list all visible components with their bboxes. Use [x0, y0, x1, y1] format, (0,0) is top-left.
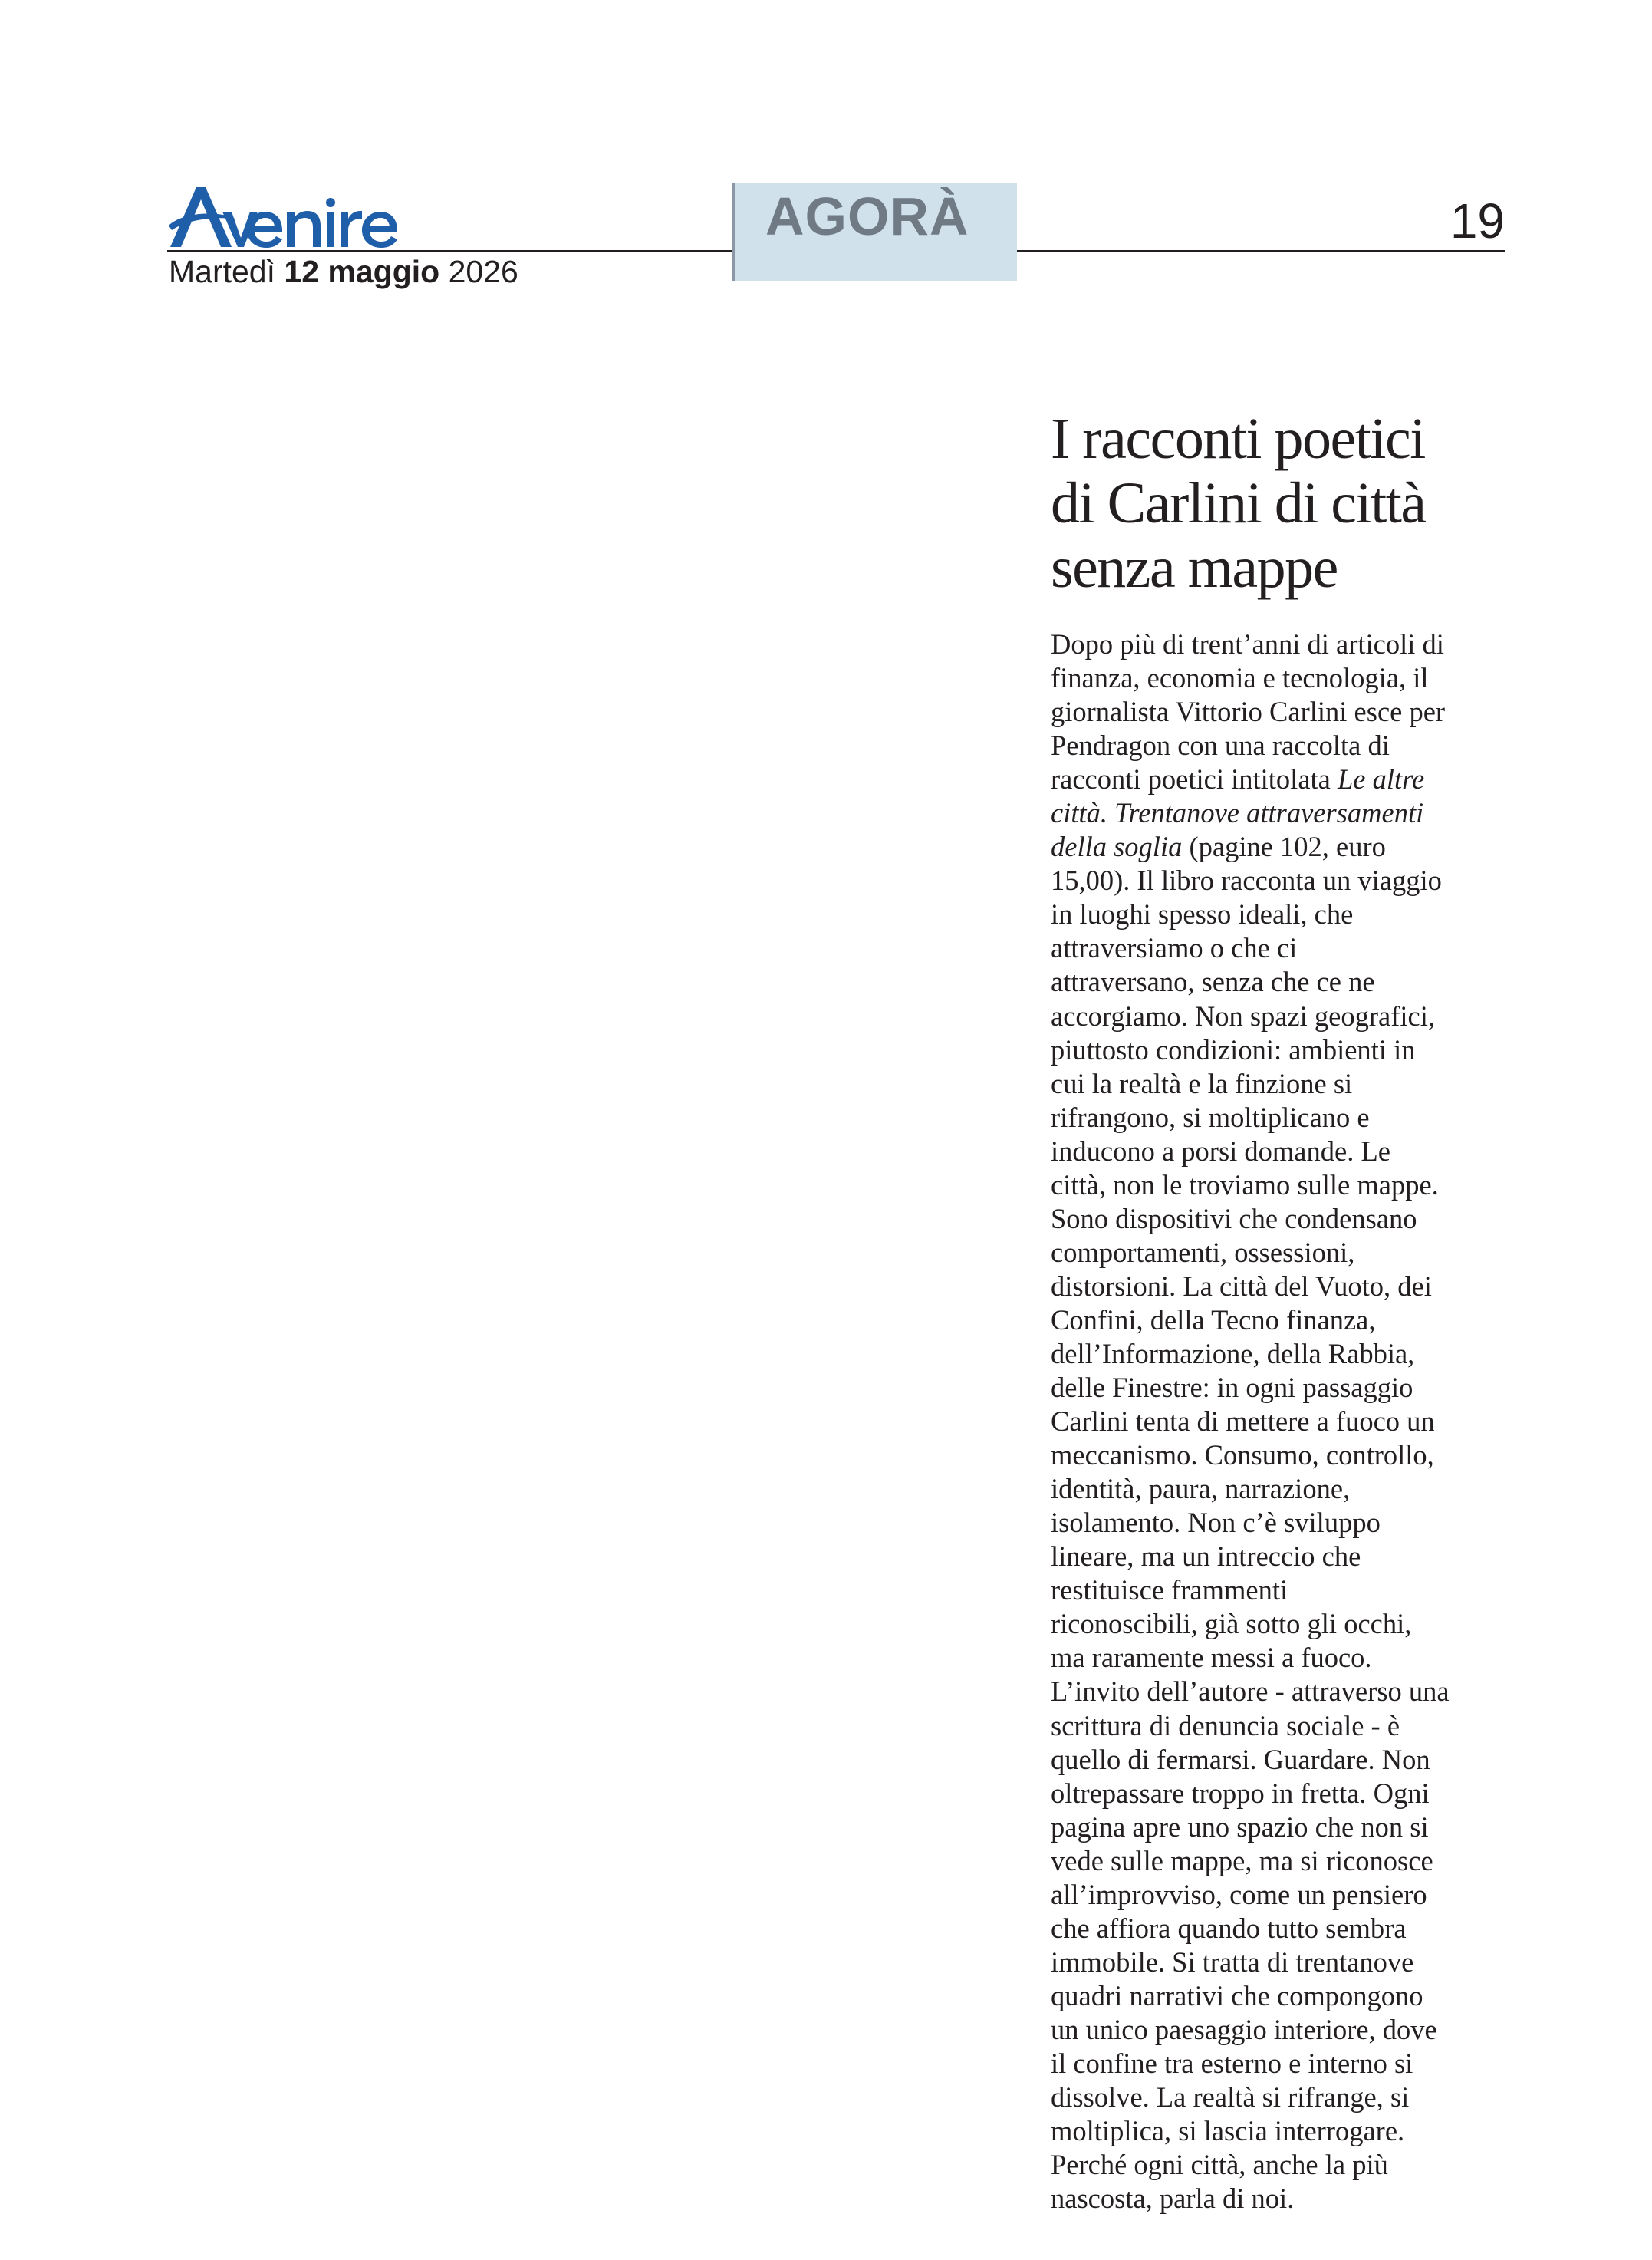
body-line: il confine tra esterno e interno si: [1051, 2047, 1413, 2079]
body-line: giornalista Vittorio Carlini esce per: [1051, 696, 1446, 728]
body-line: Pendragon con una raccolta di: [1051, 730, 1390, 762]
body-line: all’improvviso, come un pensiero: [1051, 1878, 1427, 1910]
body-line: attraversiamo o che ci: [1051, 932, 1298, 964]
book-title-part: Le altre: [1337, 763, 1425, 796]
body-line: restituisce frammenti: [1051, 1574, 1288, 1606]
body-line: delle Finestre: in ogni passaggio: [1051, 1372, 1413, 1404]
body-line: L’invito dell’autore - attraverso una: [1051, 1675, 1450, 1708]
body-line: [1051, 763, 1465, 796]
body-line: meccanismo. Consumo, controllo,: [1051, 1439, 1434, 1471]
article-body: [1051, 628, 1465, 2216]
body-line: [1051, 830, 1465, 864]
body-text-run: racconti poetici intitolata: [1051, 763, 1331, 796]
body-line: identità, paura, narrazione,: [1051, 1473, 1351, 1505]
body-line: moltiplica, si lascia interrogare.: [1051, 2115, 1405, 2147]
body-line: quello di fermarsi. Guardare. Non: [1051, 1743, 1430, 1775]
body-line: [1051, 796, 1465, 830]
headline-line: senza mappe: [1051, 535, 1338, 600]
article: [1051, 407, 1465, 2216]
body-line: nascosta, parla di noi.: [1051, 2183, 1295, 2215]
body-line: Confini, della Tecno finanza,: [1051, 1303, 1376, 1336]
book-title-part: della soglia: [1051, 831, 1183, 863]
body-line: comportamenti, ossessioni,: [1051, 1236, 1355, 1268]
body-line: piuttosto condizioni: ambienti in: [1051, 1033, 1416, 1066]
body-line: Dopo più di trent’anni di articoli di: [1051, 628, 1444, 660]
book-title-part: città. Trentanove attraversamenti: [1051, 797, 1424, 829]
body-line: riconoscibili, già sotto gli occhi,: [1051, 1608, 1412, 1640]
section-label: AGORÀ: [765, 186, 969, 246]
body-line: vede sulle mappe, ma si riconosce: [1051, 1844, 1433, 1876]
section-band-edge: [732, 183, 735, 281]
body-line: cui la realtà e la finzione si: [1051, 1067, 1353, 1099]
article-headline: [1051, 407, 1465, 600]
body-text-run: (pagine 102, euro: [1189, 831, 1386, 863]
body-line: accorgiamo. Non spazi geografici,: [1051, 1000, 1436, 1032]
body-line: lineare, ma un intreccio che: [1051, 1540, 1361, 1573]
body-line: attraversano, senza che ce ne: [1051, 966, 1375, 998]
body-line: immobile. Si tratta di trentanove: [1051, 1945, 1414, 1978]
body-line: dell’Informazione, della Rabbia,: [1051, 1337, 1415, 1369]
body-line: finanza, economia e tecnologia, il: [1051, 662, 1429, 694]
body-line: Carlini tenta di mettere a fuoco un: [1051, 1405, 1435, 1438]
body-line: pagina apre uno spazio che non si: [1051, 1810, 1429, 1843]
body-line: distorsioni. La città del Vuoto, dei: [1051, 1270, 1432, 1302]
body-line: oltrepassare troppo in fretta. Ogni: [1051, 1777, 1430, 1809]
body-line: quadri narrativi che compongono: [1051, 1979, 1423, 2011]
body-line: inducono a porsi domande. Le: [1051, 1135, 1390, 1167]
date-year: 2026: [448, 254, 518, 289]
avvenire-logo-icon: [167, 181, 397, 250]
body-line: isolamento. Non c’è sviluppo: [1051, 1507, 1381, 1539]
headline-line: di Carlini di città: [1051, 471, 1426, 535]
body-line: ma raramente messi a fuoco.: [1051, 1642, 1372, 1674]
date-weekday: Martedì: [169, 254, 275, 289]
body-line: un unico paesaggio interiore, dove: [1051, 2013, 1437, 2045]
body-line: città, non le troviamo sulle mappe.: [1051, 1168, 1439, 1201]
headline-line: I racconti poetici: [1051, 407, 1425, 471]
body-line: dissolve. La realtà si rifrange, si: [1051, 2081, 1410, 2113]
body-line: scrittura di denuncia sociale - è: [1051, 1709, 1400, 1741]
body-line: 15,00). Il libro racconta un viaggio: [1051, 865, 1442, 897]
body-line: rifrangono, si moltiplicano e: [1051, 1101, 1370, 1133]
date-daymonth: 12 maggio: [284, 254, 440, 289]
body-line: Sono dispositivi che condensano: [1051, 1202, 1417, 1234]
issue-date: [169, 253, 518, 290]
body-line: in luoghi spesso ideali, che: [1051, 898, 1354, 931]
page-number: 19: [1450, 193, 1505, 249]
body-line: Perché ogni città, anche la più: [1051, 2149, 1388, 2181]
masthead-logo: [167, 181, 397, 250]
body-line: che affiora quando tutto sembra: [1051, 1912, 1407, 1944]
